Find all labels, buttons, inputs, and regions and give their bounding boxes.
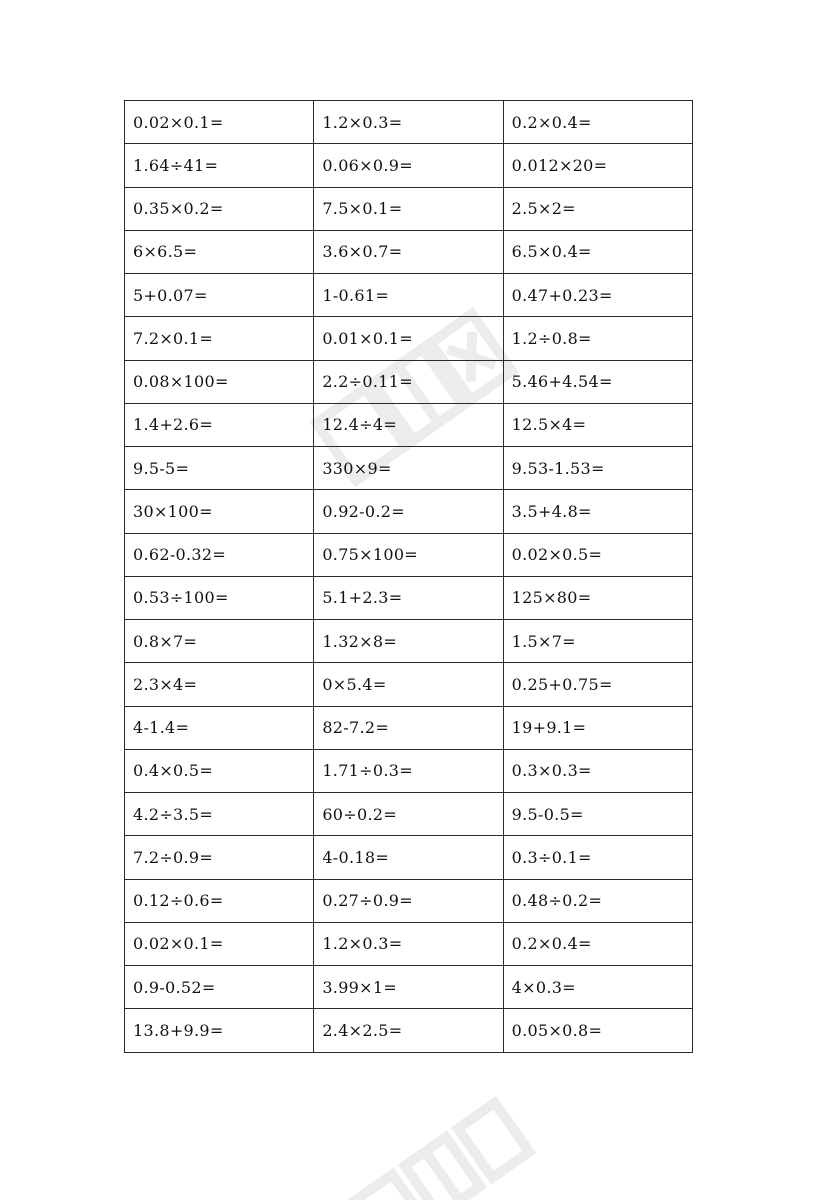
problem-cell: 125×80= (503, 576, 692, 619)
table-row (125, 187, 693, 230)
problem-cell: 0.8×7= (125, 620, 314, 663)
problem-cell: 9.5-0.5= (503, 793, 692, 836)
problem-cell: 0.08×100= (125, 360, 314, 403)
problem-cell: 0.3×0.3= (503, 749, 692, 792)
problem-cell: 9.5-5= (125, 447, 314, 490)
table-row (125, 360, 693, 403)
problem-cell: 2.4×2.5= (314, 1009, 503, 1052)
table-row (125, 576, 693, 619)
problem-cell: 0.4×0.5= (125, 749, 314, 792)
table-row (125, 836, 693, 879)
problem-cell: 0.05×0.8= (503, 1009, 692, 1052)
problem-cell: 30×100= (125, 490, 314, 533)
problem-cell: 0.02×0.1= (125, 101, 314, 144)
problem-cell: 0.48÷0.2= (503, 879, 692, 922)
watermark-stamp-icon (330, 1080, 550, 1200)
problem-cell: 1.71÷0.3= (314, 749, 503, 792)
table-row (125, 533, 693, 576)
problem-cell: 4-0.18= (314, 836, 503, 879)
problem-cell: 1.64÷41= (125, 144, 314, 187)
table-row (125, 793, 693, 836)
arithmetic-worksheet-table (124, 100, 693, 1053)
table-row (125, 230, 693, 273)
problem-cell: 60÷0.2= (314, 793, 503, 836)
problem-cell: 3.99×1= (314, 966, 503, 1009)
problem-cell: 0.75×100= (314, 533, 503, 576)
table-row (125, 966, 693, 1009)
table-row (125, 144, 693, 187)
problem-cell: 12.4÷4= (314, 403, 503, 446)
table-row (125, 879, 693, 922)
table-row (125, 101, 693, 144)
problem-cell: 0.2×0.4= (503, 101, 692, 144)
table-row (125, 620, 693, 663)
problem-cell: 0.2×0.4= (503, 922, 692, 965)
table-row (125, 1009, 693, 1052)
problem-cell: 330×9= (314, 447, 503, 490)
problem-cell: 7.2×0.1= (125, 317, 314, 360)
problem-cell: 4.2÷3.5= (125, 793, 314, 836)
problem-cell: 0.25+0.75= (503, 663, 692, 706)
table-row (125, 490, 693, 533)
problem-cell: 1.2×0.3= (314, 922, 503, 965)
problem-cell: 0.9-0.52= (125, 966, 314, 1009)
problem-cell: 9.53-1.53= (503, 447, 692, 490)
table-row (125, 706, 693, 749)
problem-cell: 12.5×4= (503, 403, 692, 446)
problem-cell: 0.53÷100= (125, 576, 314, 619)
table-row (125, 274, 693, 317)
problem-cell: 4×0.3= (503, 966, 692, 1009)
problem-cell: 0.3÷0.1= (503, 836, 692, 879)
problem-cell: 0.02×0.1= (125, 922, 314, 965)
problem-cell: 5+0.07= (125, 274, 314, 317)
table-row (125, 663, 693, 706)
problem-cell: 19+9.1= (503, 706, 692, 749)
problem-cell: 82-7.2= (314, 706, 503, 749)
table-row (125, 922, 693, 965)
problem-cell: 2.5×2= (503, 187, 692, 230)
problem-cell: 1.2×0.3= (314, 101, 503, 144)
problem-cell: 0.012×20= (503, 144, 692, 187)
problem-cell: 0.01×0.1= (314, 317, 503, 360)
problem-cell: 3.6×0.7= (314, 230, 503, 273)
problem-cell: 6.5×0.4= (503, 230, 692, 273)
problem-cell: 2.2÷0.11= (314, 360, 503, 403)
table-row (125, 749, 693, 792)
problem-cell: 0.35×0.2= (125, 187, 314, 230)
table-row (125, 403, 693, 446)
problem-cell: 5.1+2.3= (314, 576, 503, 619)
problem-cell: 0.27÷0.9= (314, 879, 503, 922)
problem-cell: 0×5.4= (314, 663, 503, 706)
problem-cell: 0.02×0.5= (503, 533, 692, 576)
problem-cell: 2.3×4= (125, 663, 314, 706)
problem-cell: 0.47+0.23= (503, 274, 692, 317)
problem-cell: 0.62-0.32= (125, 533, 314, 576)
problem-cell: 7.2÷0.9= (125, 836, 314, 879)
problem-cell: 1.2÷0.8= (503, 317, 692, 360)
table-row (125, 447, 693, 490)
problem-cell: 4-1.4= (125, 706, 314, 749)
problem-cell: 1-0.61= (314, 274, 503, 317)
problem-cell: 0.12÷0.6= (125, 879, 314, 922)
problem-cell: 5.46+4.54= (503, 360, 692, 403)
problem-cell: 3.5+4.8= (503, 490, 692, 533)
problem-cell: 1.32×8= (314, 620, 503, 663)
problem-cell: 7.5×0.1= (314, 187, 503, 230)
problem-cell: 1.5×7= (503, 620, 692, 663)
problem-cell: 0.92-0.2= (314, 490, 503, 533)
problem-cell: 0.06×0.9= (314, 144, 503, 187)
problem-cell: 13.8+9.9= (125, 1009, 314, 1052)
problem-cell: 1.4+2.6= (125, 403, 314, 446)
problem-cell: 6×6.5= (125, 230, 314, 273)
table-row (125, 317, 693, 360)
